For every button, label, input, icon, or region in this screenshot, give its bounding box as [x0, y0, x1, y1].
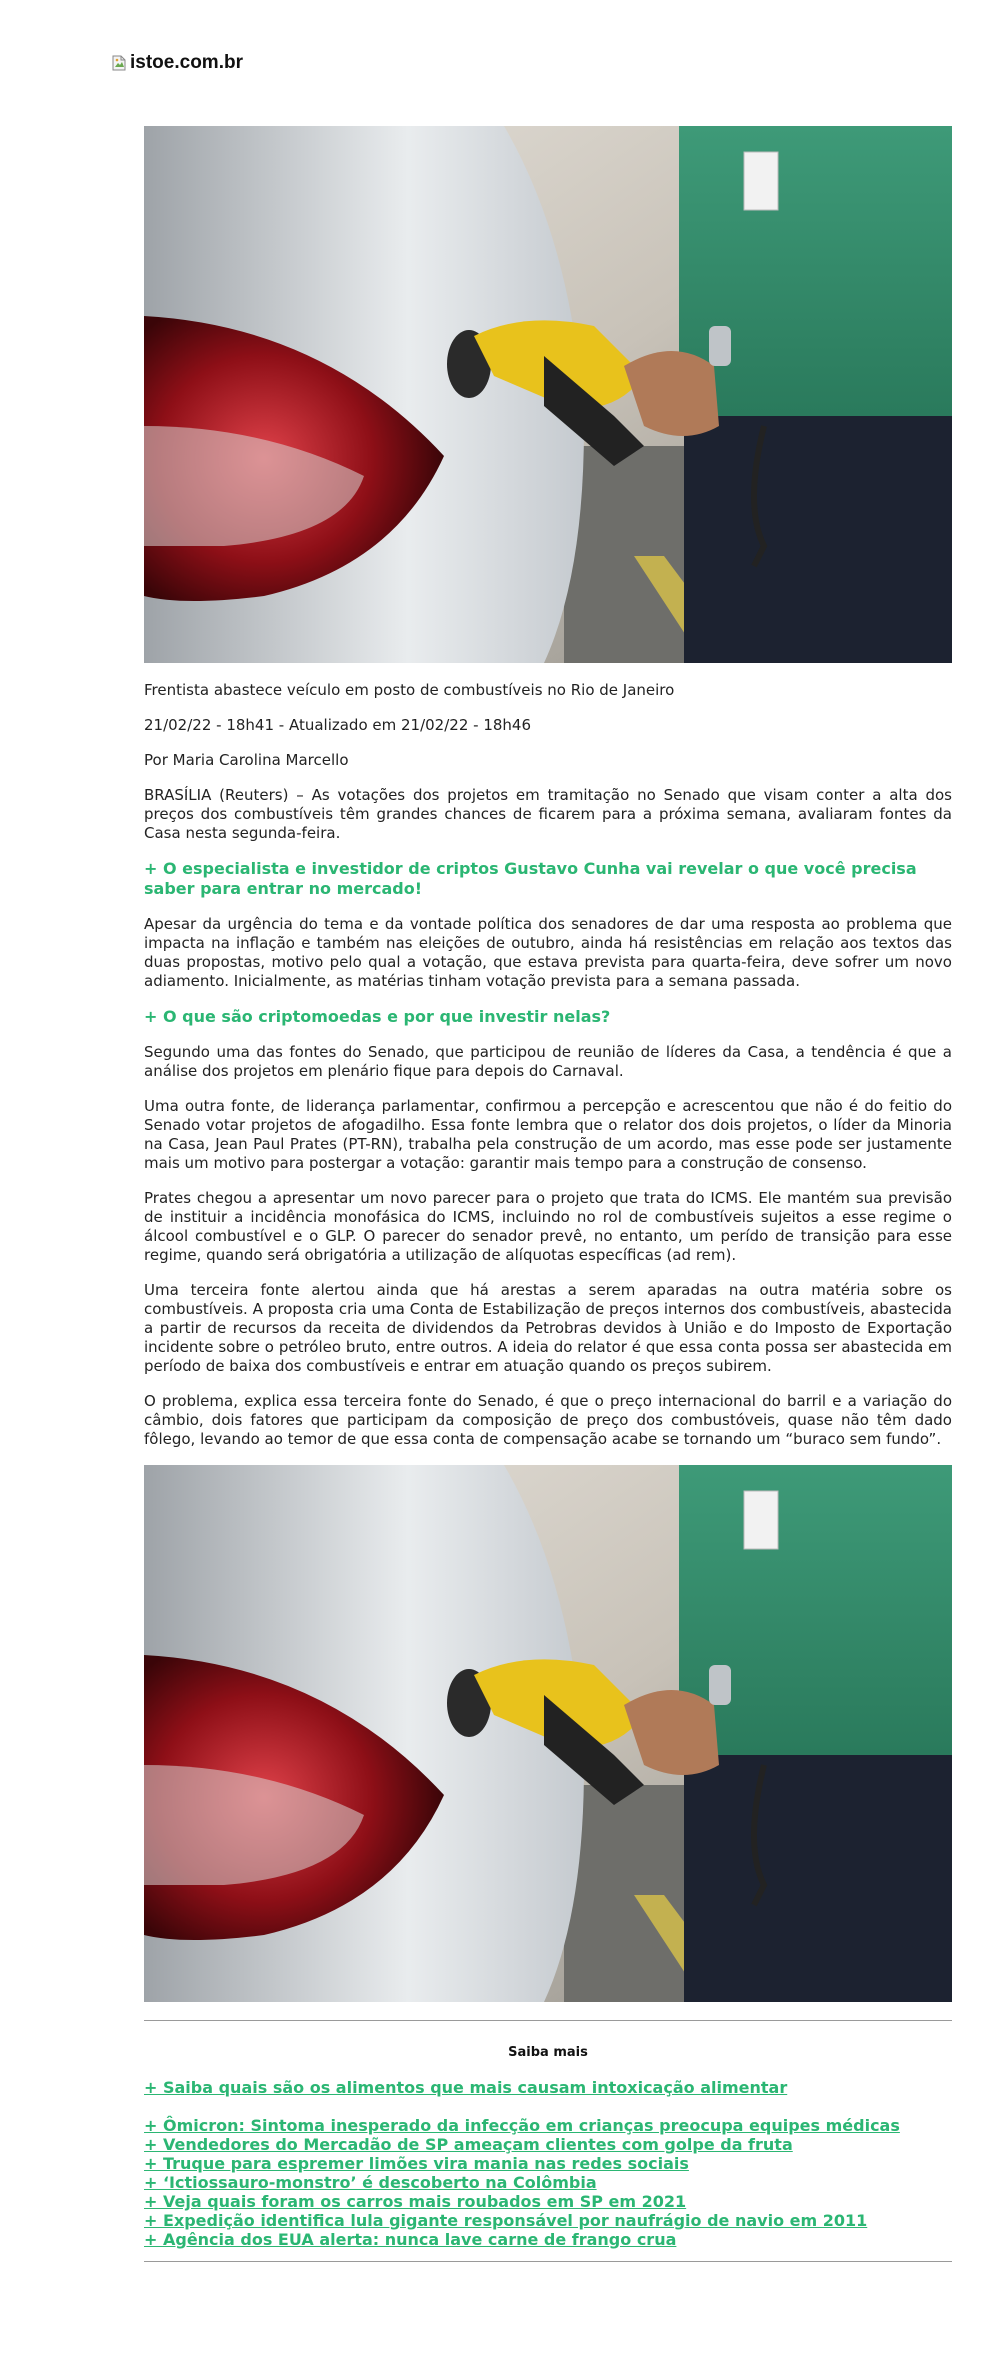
site-header[interactable] — [112, 52, 243, 74]
dateline: 21/02/22 - 18h41 - Atualizado em 21/02/22 - 18h46 — [144, 716, 531, 734]
article-paragraph: Prates chegou a apresentar um novo parecer para o projeto que trata do ICMS. Ele mantém sua previsão de instituir a incidência monofásica do ICMS, incluindo no rol de combustíveis sujeitos a esse regime o álcool combustível e o GLP. O parecer do senador prevê, no entanto, um perído de transição para esse regime, quando será obrigatória a utilização de alíquotas específicas (ad rem). — [144, 1189, 952, 1264]
article-paragraph: Uma outra fonte, de liderança parlamentar, confirmou a percepção e acrescentou que não é do feitio do Senado votar projetos de afogadilho. Essa fonte lembra que o relator dos dois projetos, o líder da Minoria na Casa, Jean Paul Prates (PT-RN), trabalha pela construção de um acordo, mas esse pode ser justamente mais um motivo para postergar a votação: garantir mais tempo para a construção de consenso. — [144, 1097, 952, 1172]
saiba-mais-link[interactable]: + Truque para espremer limões vira mania nas redes sociais — [144, 2154, 689, 2173]
saiba-mais-link[interactable]: + Veja quais foram os carros mais roubados em SP em 2021 — [144, 2192, 687, 2211]
article-paragraph: Segundo uma das fontes do Senado, que participou de reunião de líderes da Casa, a tendência é que a análise dos projetos em plenário fique para depois do Carnaval. — [144, 1043, 952, 1080]
saiba-mais-link[interactable]: + ‘Ictiossauro-monstro’ é descoberto na Colômbia — [144, 2173, 597, 2192]
article-paragraph: O problema, explica essa terceira fonte do Senado, é que o preço internacional do barril e a variação do câmbio, dois fatores que participam da composição de preço dos combustóveis, quase não têm dado fôlego, levando ao temor de que essa conta de compensação acabe se tornando um “buraco sem fundo”. — [144, 1392, 952, 1448]
article-paragraph: Uma terceira fonte alertou ainda que há arestas a serem aparadas na outra matéria sobre os combustíveis. A proposta cria uma Conta de Estabilização de preços internos dos combustíveis, abastecida a partir de recursos da receita de dividendos da Petrobras devidos à União e do Imposto de Exportação incidente sobre o petróleo bruto, entre outros. A ideia do relator é que essa conta possa ser abastecida em período de baixa dos combustíveis e entrar em atuação quando os preços subirem. — [144, 1281, 952, 1375]
promo-link-what-are-crypto[interactable]: + O que são criptomoedas e por que investir nelas? — [144, 1007, 611, 1026]
saiba-mais-link[interactable]: + Expedição identifica lula gigante responsável por naufrágio de navio em 2011 — [144, 2211, 868, 2230]
saiba-mais-title: Saiba mais — [508, 2045, 588, 2060]
divider-bottom — [144, 2261, 952, 2262]
promo-link-crypto-expert[interactable]: + O especialista e investidor de criptos Gustavo Cunha vai revelar o que você precisa saber para entrar no mercado! — [144, 859, 917, 898]
byline: Por Maria Carolina Marcello — [144, 751, 349, 769]
article — [144, 126, 952, 2262]
saiba-mais-link[interactable]: + Vendedores do Mercadão de SP ameaçam clientes com golpe da fruta — [144, 2135, 793, 2154]
article-paragraph: BRASÍLIA (Reuters) – As votações dos projetos em tramitação no Senado que visam conter a alta dos preços dos combustíveis têm grandes chances de ficarem para a próxima semana, avaliaram fontes da Casa nesta segunda-feira. — [144, 786, 952, 842]
saiba-mais-link[interactable]: + Ômicron: Sintoma inesperado da infecção em crianças preocupa equipes médicas — [144, 2116, 900, 2135]
site-name[interactable]: istoe.com.br — [130, 52, 243, 73]
saiba-mais-list — [144, 2078, 952, 2249]
divider-top — [144, 2020, 952, 2021]
article-photo-repeat — [144, 1465, 952, 2002]
article-paragraph: Apesar da urgência do tema e da vontade política dos senadores de dar uma resposta ao problema que impacta na inflação e também nas eleições de outubro, ainda há resistências em relação aos textos das duas propostas, motivo pelo qual a votação, que estava prevista para quarta-feira, deve sofrer um novo adiamento. Inicialmente, as matérias tinham votação prevista para a semana passada. — [144, 915, 952, 990]
image-caption: Frentista abastece veículo em posto de combustíveis no Rio de Janeiro — [144, 681, 675, 699]
broken-image-icon — [112, 55, 126, 71]
saiba-mais-link[interactable]: + Agência dos EUA alerta: nunca lave carne de frango crua — [144, 2230, 677, 2249]
saiba-mais-link[interactable]: + Saiba quais são os alimentos que mais causam intoxicação alimentar — [144, 2078, 788, 2097]
article-photo — [144, 126, 952, 663]
